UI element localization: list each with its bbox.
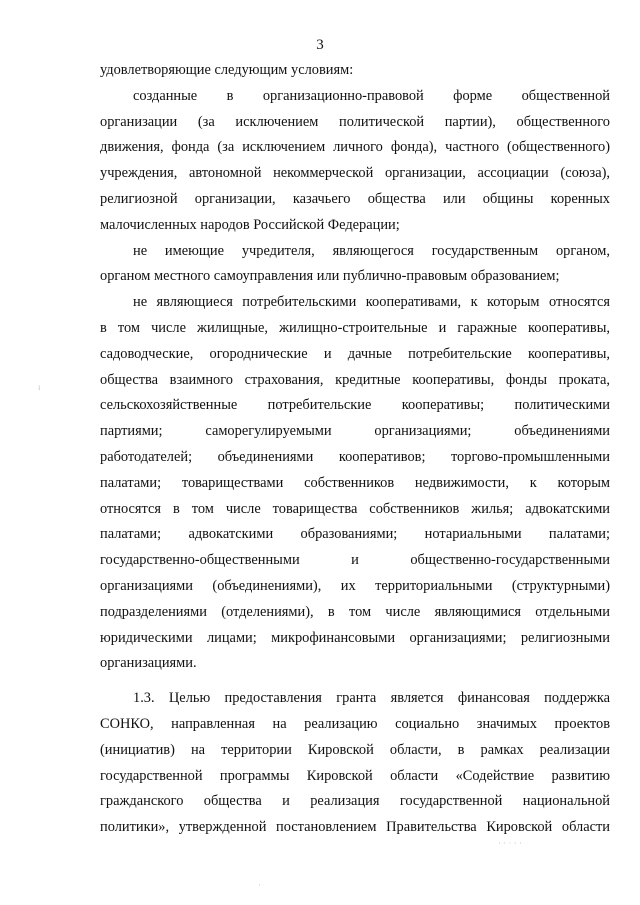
text-line: (инициатив) на территории Кировской области, в рамках реализации — [100, 741, 610, 758]
text-line: палатами; товариществами собственников недвижимости, к которым — [100, 474, 610, 491]
document-body — [100, 58, 610, 841]
text-line: движения, фонда (за исключением личного фонда), частного (общественного) — [100, 139, 610, 156]
text-line: организациями. — [100, 655, 197, 672]
text-line: СОНКО, направленная на реализацию социально значимых проектов — [100, 715, 610, 732]
text-line: общества взаимного страхования, кредитные кооперативы, фонды проката, — [100, 371, 610, 388]
text-line: религиозной организации, казачьего общества или общины коренных — [100, 190, 610, 207]
text-line: государственно-общественными и общественно-государственными — [100, 552, 610, 569]
text-line: в том числе жилищные, жилищно-строительные и гаражные кооперативы, — [100, 319, 610, 336]
text-line: удовлетворяющие следующим условиям: — [100, 62, 354, 78]
text-line: 1.3. Целью предоставления гранта является финансовая поддержка — [133, 690, 610, 707]
text-line: организации (за исключением политической партии), общественного — [100, 113, 610, 130]
text-line: не являющиеся потребительскими кооперативами, к которым относятся — [133, 294, 610, 311]
text-line: политики», утвержденной постановлением Правительства Кировской области — [100, 819, 610, 836]
scan-speck: · · · · · — [498, 838, 522, 848]
text-line: государственной программы Кировской области «Содействие развитию — [100, 767, 610, 784]
text-line: органом местного самоуправления или публично-правовым образованием; — [100, 268, 560, 285]
text-line: сельскохозяйственные потребительские кооперативы; политическими — [100, 397, 610, 414]
text-line: подразделениями (отделениями), в том числе являющимися отдельными — [100, 603, 610, 620]
text-line: малочисленных народов Российской Федерации; — [100, 216, 400, 233]
text-line: организациями (объединениями), их территориальными (структурными) — [100, 577, 610, 594]
text-line: созданные в организационно-правовой форме общественной — [133, 87, 610, 104]
text-line: работодателей; объединениями кооперативов; торгово-промышленными — [100, 448, 610, 465]
scan-speck: · — [258, 880, 261, 890]
text-line: не имеющие учредителя, являющегося государственным органом, — [133, 242, 610, 259]
text-line: партиями; саморегулируемыми организациями; объединениями — [100, 423, 610, 440]
text-line: гражданского общества и реализация государственной национальной — [100, 793, 610, 810]
text-line: юридическими лицами; микрофинансовыми организациями; религиозными — [100, 629, 610, 646]
text-line: палатами; адвокатскими образованиями; нотариальными палатами; — [100, 526, 610, 543]
text-line: садоводческие, огороднические и дачные потребительские кооперативы, — [100, 345, 610, 362]
text-line: относятся в том числе товарищества собственников жилья; адвокатскими — [100, 500, 610, 517]
page-number: 3 — [316, 37, 324, 53]
text-line: учреждения, автономной некоммерческой организации, ассоциации (союза), — [100, 165, 610, 182]
scan-speck: ı — [38, 382, 41, 392]
